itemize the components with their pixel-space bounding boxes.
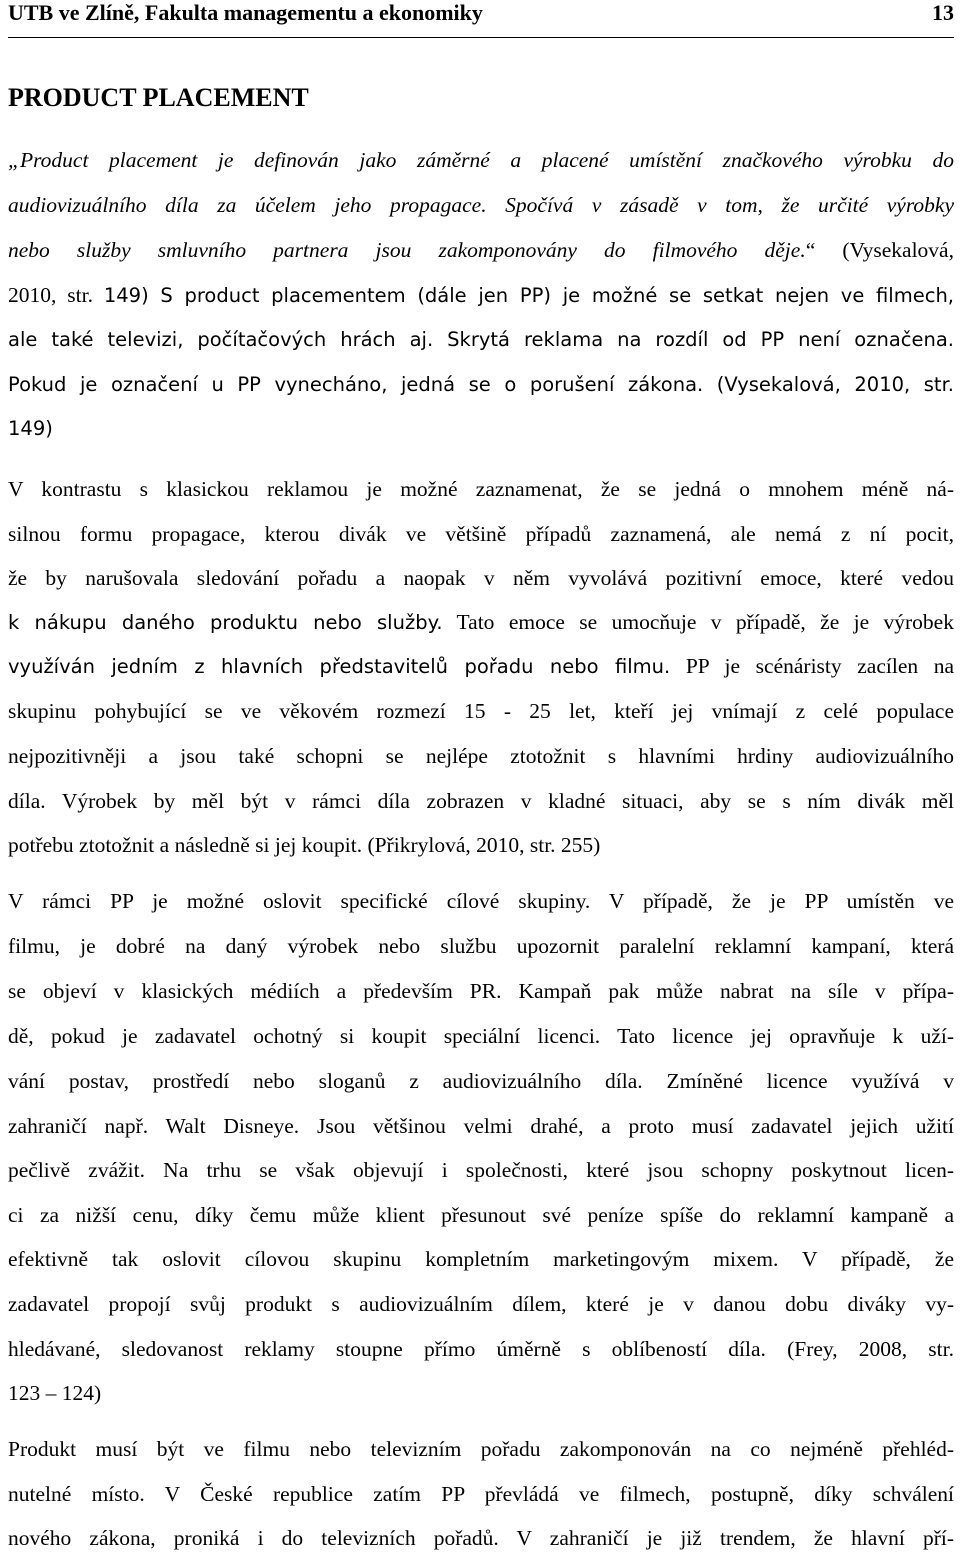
paragraph-2-line: nejpozitivněji a jsou také schopni se nejlépe ztotožnit s hlavními hrdiny audiovizuálního <box>8 744 954 768</box>
paragraph-2-line: silnou formu propagace, kterou divák ve většině případů zaznamená, ale nemá z ní pocit, <box>8 522 954 546</box>
paragraph-3-line: filmu, je dobré na daný výrobek nebo službu upozornit paralelní reklamní kampaní, která <box>8 934 954 958</box>
paragraph-3-line: pečlivě zvážit. Na trhu se však objevují i společnosti, které jsou schopny poskytnout licen- <box>8 1158 954 1182</box>
sans-text: využíván jedním z hlavních představitelů pořadu nebo filmu. <box>8 655 671 678</box>
citation: “ (Vysekalová, <box>805 238 954 262</box>
serif-text: PP je scénáristy zacílen na <box>685 654 955 678</box>
paragraph-1-line: audiovizuálního díla za účelem jeho propagace. Spočívá v zásadě v tom, že určité výrobky <box>8 193 954 217</box>
paragraph-3-line: zadavatel propojí svůj produkt s audiovizuálním dílem, které je v danou dobu diváky vy- <box>8 1292 954 1316</box>
paragraph-3-line: se objeví v klasických médiích a především PR. Kampaň pak může nabrat na síle v přípa- <box>8 979 954 1003</box>
paragraph-1-line: „Product placement je definován jako záměrné a placené umístění značkového výrobku do <box>8 148 954 172</box>
paragraph-3-line: zahraničí např. Walt Disneye. Jsou většinou velmi drahé, a proto musí zadavatel jejich užití <box>8 1114 954 1138</box>
paragraph-3-line: efektivně tak oslovit cílovou skupinu kompletním marketingovým mixem. V případě, že <box>8 1247 954 1271</box>
sans-text: 149) S product placementem (dále jen PP) je možné se setkat nejen ve filmech, <box>103 284 955 307</box>
paragraph-3-line: hledávané, sledovanost reklamy stoupne přímo úměrně s oblíbeností díla. (Frey, 2008, str. <box>8 1337 954 1361</box>
paragraph-2-line: potřebu ztotožnit a následně si jej koupit. (Přikrylová, 2010, str. 255) <box>8 833 601 857</box>
paragraph-1-line: Pokud je označení u PP vynecháno, jedná se o porušení zákona. (Vysekalová, 2010, str. <box>8 373 954 396</box>
page-number: 13 <box>932 0 954 25</box>
paragraph-3-line: ci za nižší cenu, díky čemu může klient přesunout své peníze spíše do reklamní kampaně a <box>8 1203 954 1227</box>
paragraph-3-line: V rámci PP je možné oslovit specifické cílové skupiny. V případě, že je PP umístěn ve <box>8 889 954 913</box>
citation-cont: 2010, str. <box>8 283 93 307</box>
paragraph-2-line: díla. Výrobek by měl být v rámci díla zobrazen v kladné situaci, aby se s ním divák měl <box>8 789 954 813</box>
header-title: UTB ve Zlíně, Fakulta managementu a ekonomiky <box>8 0 483 25</box>
paragraph-1-line: 149) <box>8 417 53 440</box>
paragraph-4-line: nutelné místo. V České republice zatím PP převládá ve filmech, postupně, díky schválení <box>8 1482 954 1506</box>
paragraph-2-line <box>8 653 954 680</box>
running-header <box>8 0 954 34</box>
paragraph-2-line: V kontrastu s klasickou reklamou je možné zaznamenat, že se jedná o mnohem méně ná- <box>8 477 954 501</box>
paragraph-2-line <box>8 609 954 636</box>
paragraph-2-line: že by narušovala sledování pořadu a naopak v něm vyvolává pozitivní emoce, které vedou <box>8 566 954 590</box>
quote-end: nebo služby smluvního partnera jsou zakomponovány do filmového děje. <box>8 238 806 262</box>
paragraph-3-line: 123 – 124) <box>8 1381 102 1405</box>
header-divider <box>8 37 954 38</box>
paragraph-1-line: ale také televizi, počítačových hrách aj. Skrytá reklama na rozdíl od PP není označena. <box>8 328 954 351</box>
paragraph-3-line: dě, pokud je zadavatel ochotný si koupit speciální licenci. Tato licence jej opravňuje k uží- <box>8 1024 954 1048</box>
section-heading: PRODUCT PLACEMENT <box>8 83 309 112</box>
paragraph-4-line: Produkt musí být ve filmu nebo televizním pořadu zakomponován na co nejméně přehléd- <box>8 1437 954 1461</box>
paragraph-2-line: skupinu pohybující se ve věkovém rozmezí 15 - 25 let, kteří jej vnímají z celé populace <box>8 699 954 723</box>
paragraph-1-line <box>8 282 954 309</box>
serif-text: Tato emoce se umocňuje v případě, že je výrobek <box>456 610 954 634</box>
sans-text: k nákupu daného produktu nebo služby. <box>8 611 443 634</box>
paragraph-1-line <box>8 237 954 263</box>
paragraph-3-line: vání postav, prostředí nebo sloganů z audiovizuálního díla. Zmíněné licence využívá v <box>8 1069 954 1093</box>
paragraph-4-line: nového zákona, proniká i do televizních pořadů. V zahraničí je již trendem, že hlavní pří- <box>8 1526 954 1550</box>
